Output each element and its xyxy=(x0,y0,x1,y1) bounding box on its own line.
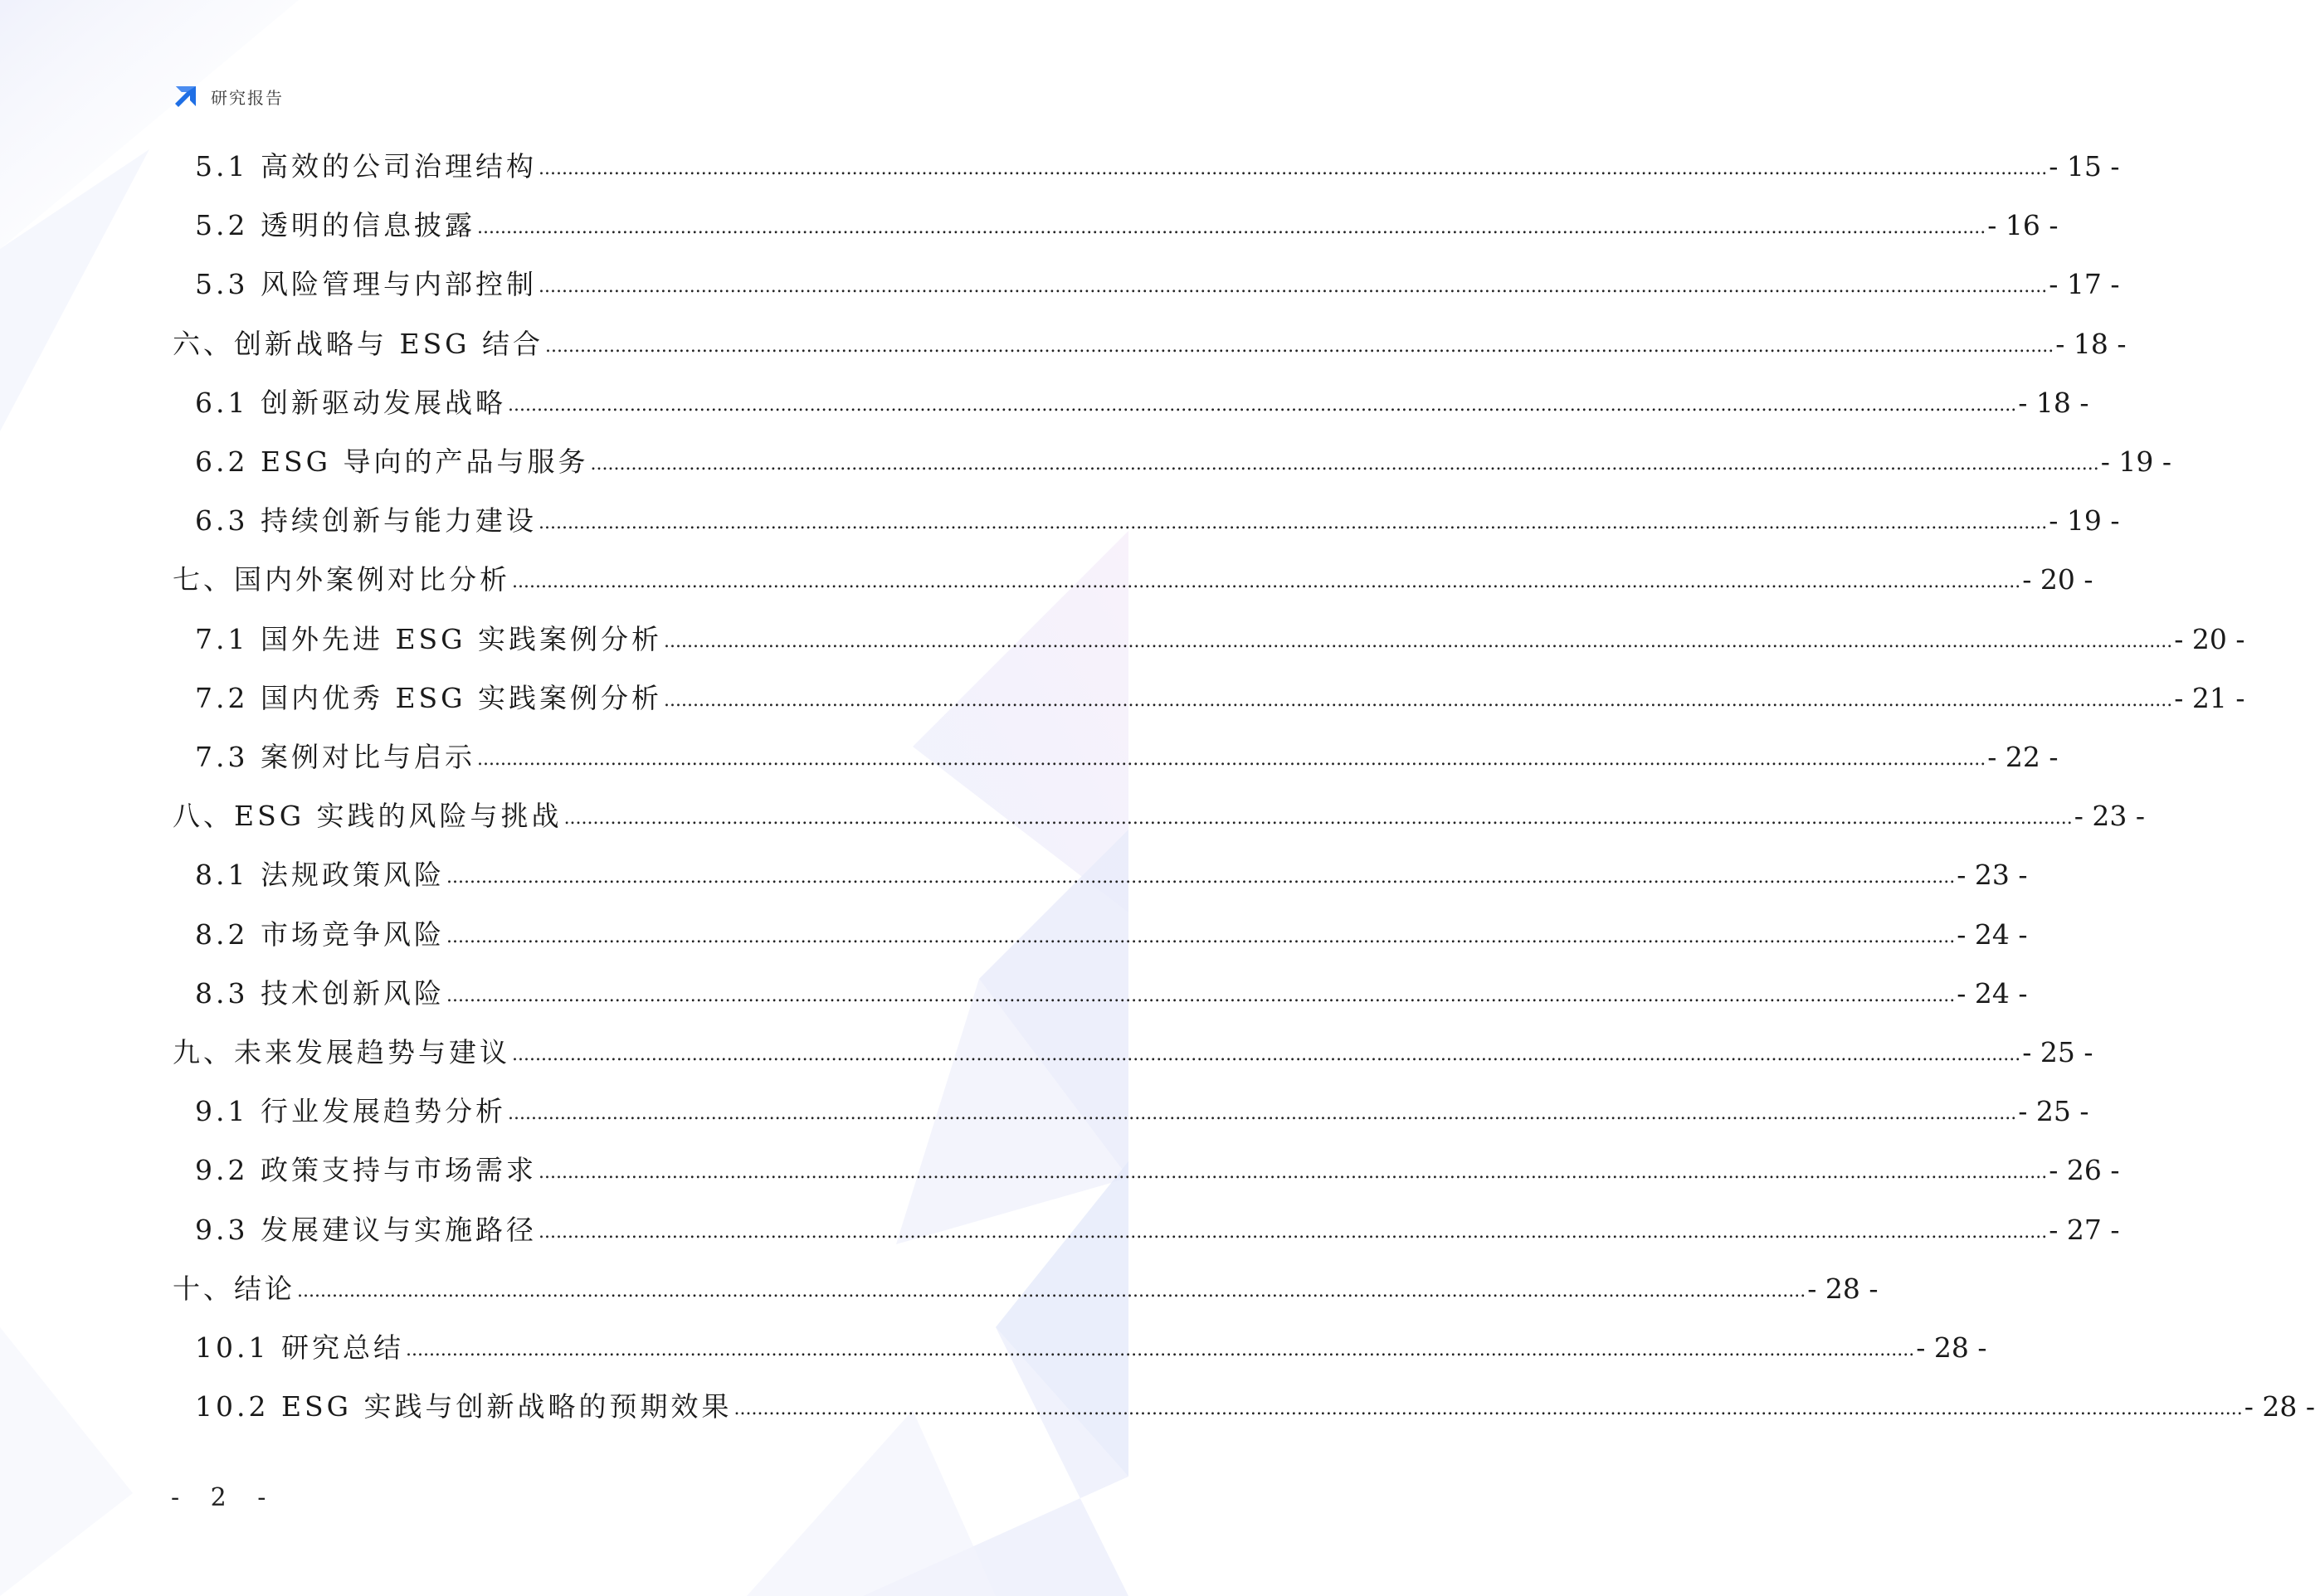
toc-chapter-entry[interactable] xyxy=(173,1034,2093,1072)
toc-entry-title: 8.1 法规政策风险 xyxy=(195,859,445,892)
toc-entry-title: 6.3 持续创新与能力建设 xyxy=(195,504,537,538)
toc-entry-title: 7.3 案例对比与启示 xyxy=(195,741,475,773)
toc-entry-page: - 15 - xyxy=(2049,150,2120,182)
toc-section-entry[interactable] xyxy=(195,502,2120,540)
toc-chapter-entry[interactable] xyxy=(173,1270,1879,1308)
toc-chapter-entry[interactable] xyxy=(173,325,2127,363)
toc-dot-leader: .................................................................................................................................................................................................................................................................... xyxy=(507,1103,2017,1125)
toc-dot-leader: .................................................................................................................................................................................................................................................................... xyxy=(538,513,2048,534)
toc-entry-page: - 23 - xyxy=(1957,859,2028,892)
toc-entry-page: - 17 - xyxy=(2049,268,2120,301)
toc-entry-page: - 23 - xyxy=(2074,800,2146,833)
toc-dot-leader: .................................................................................................................................................................................................................................................................... xyxy=(664,630,2173,652)
toc-entry-title: 5.2 透明的信息披露 xyxy=(195,209,475,242)
toc-entry-page: - 25 - xyxy=(2018,1095,2089,1128)
toc-entry-title: 5.1 高效的公司治理结构 xyxy=(195,150,537,182)
toc-dot-leader: .................................................................................................................................................................................................................................................................... xyxy=(297,1280,1806,1302)
toc-entry-page: - 18 - xyxy=(2055,327,2127,360)
toc-dot-leader: .................................................................................................................................................................................................................................................................... xyxy=(538,1221,2048,1243)
toc-section-entry[interactable] xyxy=(195,1329,1987,1367)
toc-section-entry[interactable] xyxy=(195,975,2028,1013)
toc-section-entry[interactable] xyxy=(195,1151,2120,1190)
toc-entry-page: - 24 - xyxy=(1957,917,2028,951)
toc-entry-page: - 19 - xyxy=(2100,445,2172,478)
toc-chapter-entry[interactable] xyxy=(173,797,2146,835)
toc-section-entry[interactable] xyxy=(195,207,2059,245)
arrow-up-right-icon xyxy=(171,81,201,111)
toc-entry-page: - 19 - xyxy=(2049,504,2120,538)
toc-section-entry[interactable] xyxy=(195,620,2245,659)
toc-entry-title: 七、国内外案例对比分析 xyxy=(173,563,510,596)
toc-dot-leader: .................................................................................................................................................................................................................................................................... xyxy=(664,689,2173,711)
toc-section-entry[interactable] xyxy=(195,856,2028,894)
toc-section-entry[interactable] xyxy=(195,443,2172,481)
page-number: - 2 - xyxy=(171,1483,278,1512)
toc-entry-title: 7.1 国外先进 ESG 实践案例分析 xyxy=(195,622,663,655)
toc-entry-title: 8.3 技术创新风险 xyxy=(195,976,445,1010)
toc-section-entry[interactable] xyxy=(195,738,2059,776)
toc-dot-leader: .................................................................................................................................................................................................................................................................... xyxy=(476,217,1986,239)
toc-dot-leader: .................................................................................................................................................................................................................................................................... xyxy=(733,1399,2243,1420)
toc-entry-page: - 28 - xyxy=(1916,1331,1987,1364)
toc-dot-leader: .................................................................................................................................................................................................................................................................... xyxy=(563,808,2073,830)
toc-dot-leader: .................................................................................................................................................................................................................................................................... xyxy=(446,867,1956,888)
toc-entry-page: - 27 - xyxy=(2049,1213,2120,1246)
toc-entry-title: 7.2 国内优秀 ESG 实践案例分析 xyxy=(195,681,663,714)
toc-entry-title: 9.3 发展建议与实施路径 xyxy=(195,1213,537,1246)
toc-entry-title: 5.3 风险管理与内部控制 xyxy=(195,268,537,301)
toc-dot-leader: .................................................................................................................................................................................................................................................................... xyxy=(538,1162,2048,1184)
toc-dot-leader: .................................................................................................................................................................................................................................................................... xyxy=(538,158,2048,179)
toc-dot-leader: .................................................................................................................................................................................................................................................................... xyxy=(446,926,1956,947)
toc-entry-title: 8.2 市场竞争风险 xyxy=(195,917,445,951)
header-title: 研究报告 xyxy=(211,87,284,108)
toc-section-entry[interactable] xyxy=(195,916,2028,954)
toc-section-entry[interactable] xyxy=(195,679,2245,718)
toc-entry-page: - 20 - xyxy=(2174,622,2245,655)
toc-dot-leader: .................................................................................................................................................................................................................................................................... xyxy=(476,749,1986,770)
toc-dot-leader: .................................................................................................................................................................................................................................................................... xyxy=(590,454,2099,474)
toc-section-entry[interactable] xyxy=(195,384,2089,422)
toc-entry-page: - 18 - xyxy=(2018,386,2089,419)
toc-dot-leader: .................................................................................................................................................................................................................................................................... xyxy=(512,572,2021,593)
toc-entry-title: 十、结论 xyxy=(173,1272,295,1305)
toc-entry-page: - 28 - xyxy=(1807,1272,1879,1305)
report-header xyxy=(171,81,284,111)
toc-section-entry[interactable] xyxy=(195,265,2120,304)
toc-entry-title: 九、未来发展趋势与建议 xyxy=(173,1036,510,1068)
toc-entry-title: 八、ESG 实践的风险与挑战 xyxy=(173,800,563,833)
toc-entry-page: - 20 - xyxy=(2022,563,2093,596)
toc-entry-page: - 28 - xyxy=(2244,1390,2315,1423)
toc-entry-page: - 16 - xyxy=(1987,209,2059,242)
toc-section-entry[interactable] xyxy=(195,1388,2315,1426)
toc-dot-leader: .................................................................................................................................................................................................................................................................... xyxy=(512,1044,2021,1065)
toc-section-entry[interactable] xyxy=(195,148,2120,186)
toc-entry-title: 六、创新战略与 ESG 结合 xyxy=(173,327,544,360)
toc-entry-title: 9.2 政策支持与市场需求 xyxy=(195,1154,537,1187)
toc-entry-page: - 25 - xyxy=(2022,1036,2093,1068)
toc-section-entry[interactable] xyxy=(195,1211,2120,1249)
toc-entry-page: - 22 - xyxy=(1987,741,2059,773)
toc-entry-title: 9.1 行业发展趋势分析 xyxy=(195,1095,506,1128)
toc-entry-page: - 26 - xyxy=(2049,1154,2120,1187)
toc-entry-page: - 24 - xyxy=(1957,976,2028,1010)
toc-dot-leader: .................................................................................................................................................................................................................................................................... xyxy=(446,985,1956,1006)
toc-entry-page: - 21 - xyxy=(2174,681,2245,714)
toc-entry-title: 6.2 ESG 导向的产品与服务 xyxy=(195,445,589,478)
toc-chapter-entry[interactable] xyxy=(173,561,2093,599)
toc-entry-title: 6.1 创新驱动发展战略 xyxy=(195,386,506,419)
toc-dot-leader: .................................................................................................................................................................................................................................................................... xyxy=(538,276,2048,298)
toc-dot-leader: .................................................................................................................................................................................................................................................................... xyxy=(507,394,2017,416)
toc-dot-leader: .................................................................................................................................................................................................................................................................... xyxy=(545,335,2054,357)
toc-section-entry[interactable] xyxy=(195,1092,2089,1131)
toc-dot-leader: .................................................................................................................................................................................................................................................................... xyxy=(405,1340,1915,1360)
toc-entry-title: 10.1 研究总结 xyxy=(195,1331,404,1364)
toc-entry-title: 10.2 ESG 实践与创新战略的预期效果 xyxy=(195,1390,733,1423)
